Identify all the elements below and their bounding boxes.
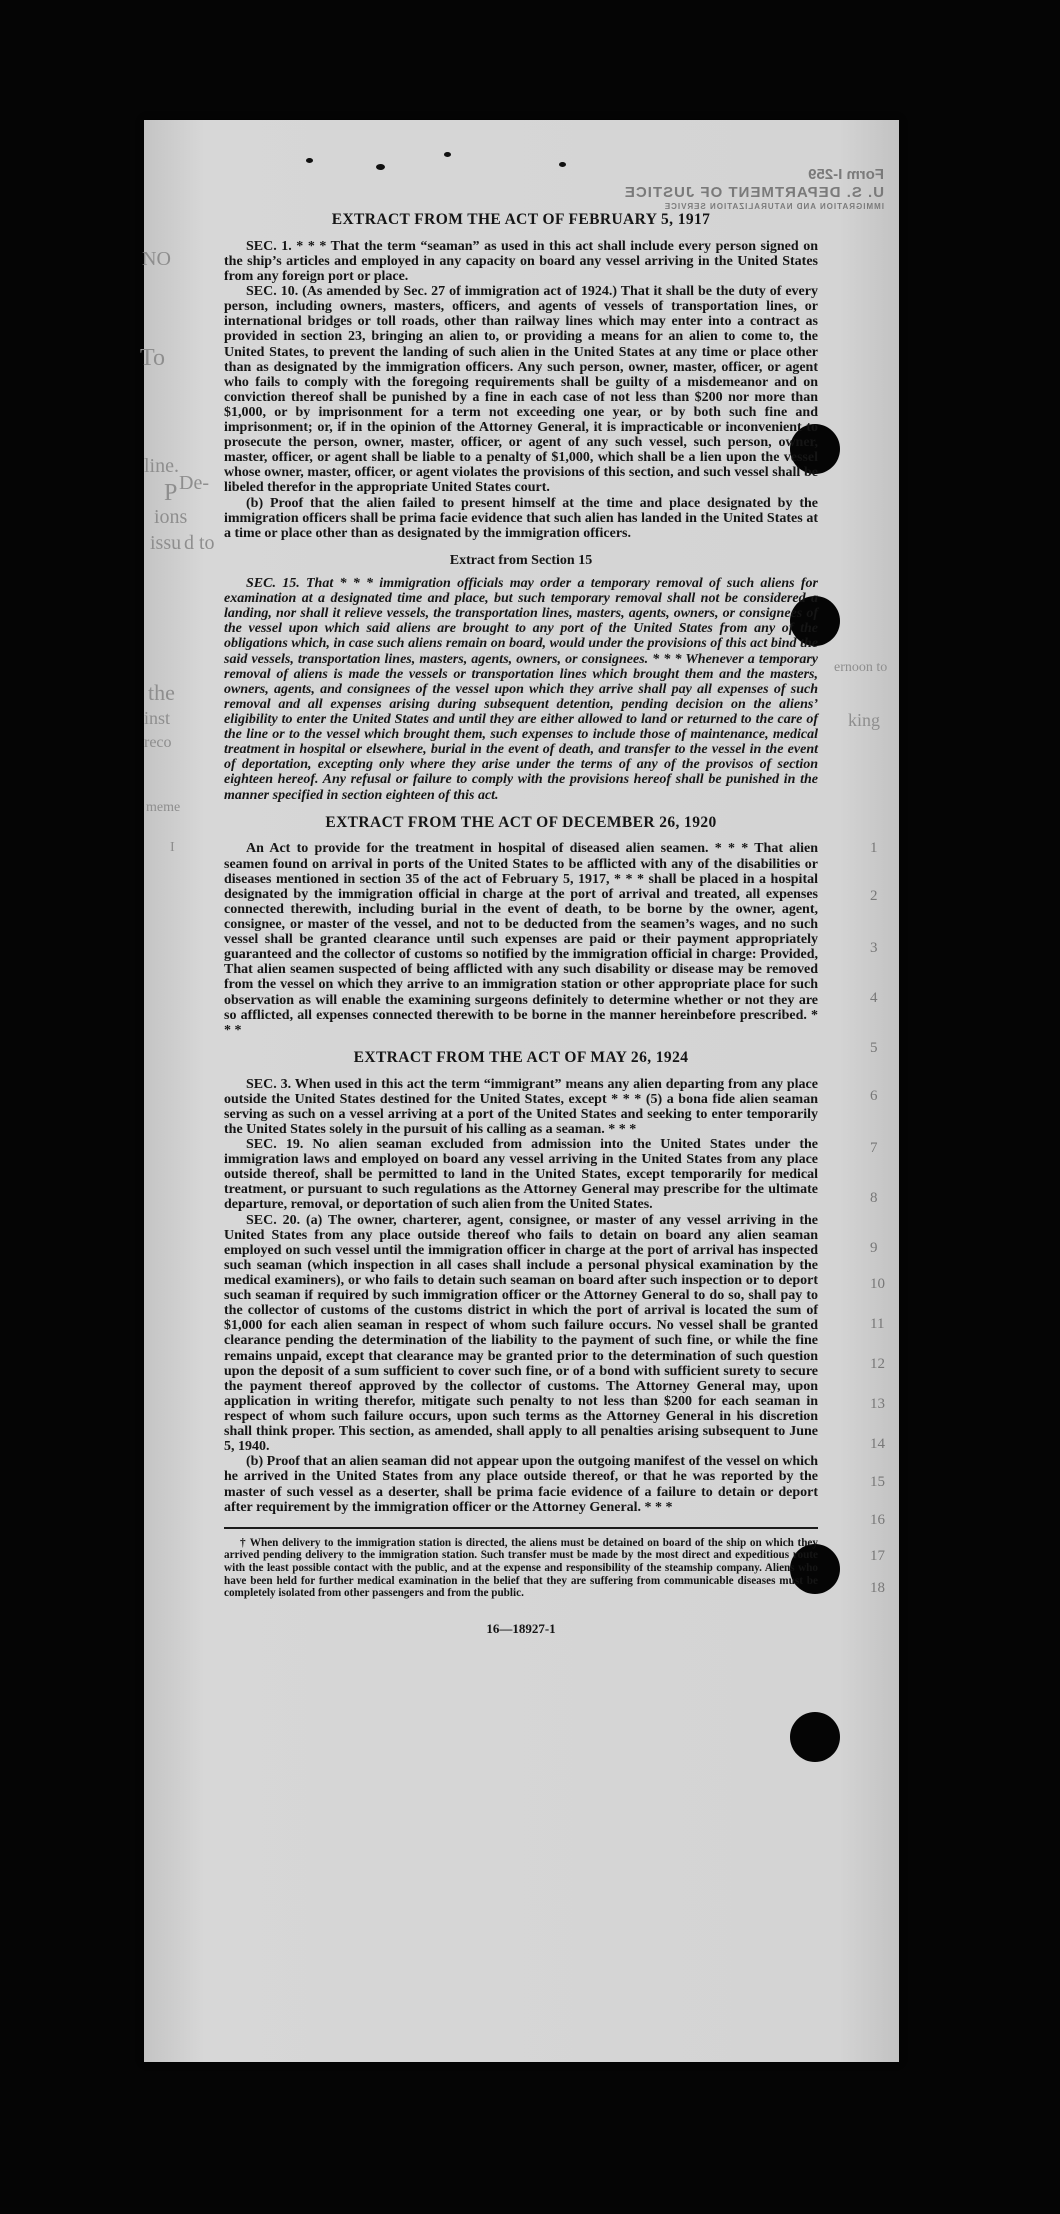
ghost-text: inst [144,708,171,728]
stamp-department: U. S. DEPARTMENT OF JUSTICE [623,184,884,201]
ghost-text: issu [150,532,182,554]
ghost-line-number: 3 [870,940,878,956]
paragraph: (b) Proof that an alien seaman did not appear upon the outgoing manifest of the vessel on which he arrived in the United States from any place outside thereof, or that he was reported by the master of such vessel as a deserter, shall be prima facie evidence of a failure to detain or deport after requirement by the immigration officer or the Attorney General. * * * [224,1454,818,1515]
ghost-text: reco [144,734,172,751]
ghost-line-number: 8 [870,1190,878,1206]
paragraph: (b) Proof that the alien failed to present himself at the time and place designated by the immigration officers shall be prima facie evidence that such alien has landed in the United States at a time or place other than as designated by the immigration officers. [224,495,818,541]
ghost-line-number: 7 [870,1140,878,1156]
bleed-through-form-stamp [564,166,884,212]
ghost-text: the [148,680,175,705]
section-extract-15 [224,553,818,803]
ghost-text: d to [184,532,215,554]
ghost-text: ions [154,506,188,528]
ink-speck [376,164,385,170]
ghost-line-number: 2 [870,888,878,904]
footnote [224,1537,818,1600]
footnote-divider [224,1527,818,1529]
section-act-1924 [224,1050,818,1515]
ghost-line-number: 11 [870,1316,885,1332]
form-number: 16—18927-1 [486,1621,556,1637]
ghost-text: De- [179,472,209,494]
ghost-line-number: 10 [870,1276,885,1292]
paragraph: SEC. 19. No alien seaman excluded from admission into the United States under the immigration laws and employed on board any vessel arriving in the United States from any place outside thereof, shall be permitted to land in the United States, except temporarily for medical treatment, or pursuant to such regulations as the Attorney General may prescribe for the ultimate departure, removal, or deportation of such alien from the United States. [224,1137,818,1213]
section-heading: EXTRACT FROM THE ACT OF MAY 26, 1924 [353,1048,689,1066]
section-act-1917 [224,212,818,541]
paragraph: SEC. 1. * * * That the term “seaman” as used in this act shall include every person signed on the ship’s articles and employed in any capacity on board any vessel arriving in the United States from any foreign port or place. [224,238,818,284]
section-heading: Extract from Section 15 [449,552,593,568]
ghost-text: king [848,710,881,730]
footnote-text: † When delivery to the immigration station is directed, the aliens must be detained on board of the ship on which they arrived pending delivery to the immigration station. Such transfer must be made by the most direct and expeditious route with the least possible contact with the public, and at the expense and responsibility of the steamship company. Aliens who have been held for further medical examination in the belief that they are suffering from communicable diseases must be completely isolated from other passengers and from the public. [224,1536,818,1600]
ghost-text: meme [146,800,181,815]
paragraph: SEC. 20. (a) The owner, charterer, agent, consignee, or master of any vessel arriving in the United States from any place outside thereof who fails to detain on board any alien seaman employed on such vessel until the immigration officer in charge at the port of arrival has inspected such seaman (which inspection in all cases shall include a personal physical examination by the medical examiners), or who fails to detain such seaman on board after such inspection or to deport such seaman if required by such immigration officer or the Attorney General to do so, shall pay to the collector of customs of the customs district in which the port of arrival is located the sum of $1,000 for each alien seaman in respect of whom such failure occurs. No vessel shall be granted clearance pending the determination of the liability to the payment of such fine, or while the fine remains unpaid, except that clearance may be granted prior to the determination of such question upon the deposit of a sum sufficient to cover such fine, or of a bond with sufficient surety to secure the payment thereof approved by the collector of customs. The Attorney General may, upon application in writing therefor, mitigate such penalty to not less than $200 for each seaman in respect of whom such failure occurs, upon such terms as the Attorney General in his discretion shall think proper. This section, as amended, shall apply to all penalties arising subsequent to June 5, 1940. [224,1212,818,1455]
ghost-line-number: 1 [870,840,878,856]
ghost-text: ernoon to [834,660,888,675]
ghost-text: To [140,345,165,371]
paragraph: SEC. 10. (As amended by Sec. 27 of immigration act of 1924.) That it shall be the duty of every person, including owners, masters, officers, and agents of vessels of transportation lines, or international bridges or toll roads, other than railway lines which may enter into a contract as provided in section 23, bringing an alien to, or providing a means for an alien to come to, the United States, to prevent the landing of such alien in the United States at any time or place other than as designated by the immigration officers. Any such person, owner, master, officer, or agent who fails to comply with the foregoing requirements shall be guilty of a misdemeanor and on conviction thereof shall be punished by a fine in each case of not less than $200 nor more than $1,000, or by imprisonment for a term not exceeding one year, or by both such fine and imprisonment; or, if in the opinion of the Attorney General, it is impracticable or inconvenient to prosecute the person, owner, master, officer, or agent of any such vessel, such person, owner, master, officer, or agent shall be liable to a penalty of $1,000, which shall be a lien upon the vessel whose owner, master, officer, or agent violates the provisions of this section, and such vessel shall be libeled therefor in the appropriate United States court. [224,284,818,496]
ghost-line-number: 4 [870,990,878,1006]
ghost-text: NO [142,248,171,270]
ghost-line-number: 6 [870,1088,878,1104]
ghost-line-number: 17 [870,1548,885,1564]
section-heading: EXTRACT FROM THE ACT OF DECEMBER 26, 1920 [325,813,717,831]
section-act-1920 [224,815,818,1038]
ghost-line-number: 13 [870,1396,885,1412]
ghost-line-number: 9 [870,1240,878,1256]
ghost-text: line. [144,455,179,477]
ghost-line-number: 15 [870,1474,885,1490]
section-heading: EXTRACT FROM THE ACT OF FEBRUARY 5, 1917 [331,211,711,228]
stamp-service: IMMIGRATION AND NATURALIZATION SERVICE [663,202,884,211]
paragraph: SEC. 3. When used in this act the term “immigrant” means any alien departing from any place outside the United States destined for the United States, except * * * (5) a bona fide alien seaman serving as such on a vessel arriving at a port of the United States and seeking to enter temporarily the United States solely in the pursuit of his calling as a seaman. * * * [224,1076,818,1137]
ghost-line-number: 18 [870,1580,885,1596]
ink-speck [306,158,313,163]
punch-hole [790,1712,840,1762]
ghost-line-number: 14 [870,1436,885,1452]
ghost-text: P [164,480,178,506]
paragraph: SEC. 15. That * * * immigration officials may order a temporary removal of such aliens for examination at a designated time and place, but such temporary removal shall not be considered a landing, nor shall it relieve vessels, the transportation lines, masters, agents, owners, or consignees of the vessel upon which said aliens are brought to any port of the United States from any of the obligations which, in case such aliens remain on board, would under the provisions of this act bind the said vessels, transportation lines, masters, agents, owners, or consignees. * * * Whenever a temporary removal of aliens is made the vessels or transportation lines which brought them and the masters, owners, agents, and consignees of the vessel upon which they arrive shall pay all expenses of such removal and all expenses arising during subsequent detention, pending decision on the aliens’ eligibility to enter the United States and until they are either allowed to land or returned to the care of the line or to the vessel which brought them, such expenses to include those of maintenance, medical treatment in hospital or elsewhere, burial in the event of death, and transfer to the vessel in the event of deportation, excepting only where they arise under the terms of any of the provisos of section eighteen hereof. Any refusal or failure to comply with the provisions hereof shall be punished in the manner specified in section eighteen of this act. [224,576,818,803]
ghost-text: I [170,840,175,855]
paragraph: An Act to provide for the treatment in hospital of diseased alien seamen. * * * That alien seamen found on arrival in ports of the United States to be afflicted with any of the disabilities or diseases mentioned in section 35 of the act of February 5, 1917, * * * shall be placed in a hospital designated by the immigration official in charge at the port of arrival and treated, all expenses connected therewith, including burial in the event of death, to be borne by the owner, agent, consignee, or master of the vessel, and not to be deducted from the seamen’s wages, and no such vessel shall be granted clearance until such expenses are paid or their payment appropriately guaranteed and the collector of customs so notified by the immigration official in charge: Provided, That alien seamen suspected of being afflicted with any such disability or disease may be removed from the vessel on which they arrive to an immigration station or other appropriate place for such observation as will enable the examining surgeons definitely to determine whether or not they are so afflicted, all expenses connected therewith to be borne in the manner hereinbefore prescribed. * * * [224,841,818,1038]
ink-speck [559,162,566,167]
ink-speck [444,152,451,157]
document-sheet [140,120,899,2062]
document-body [224,212,818,1636]
ghost-line-number: 5 [870,1040,878,1056]
ghost-line-number: 16 [870,1512,885,1528]
ghost-line-number: 12 [870,1356,885,1372]
stamp-form-number: Form I-259 [808,166,884,183]
